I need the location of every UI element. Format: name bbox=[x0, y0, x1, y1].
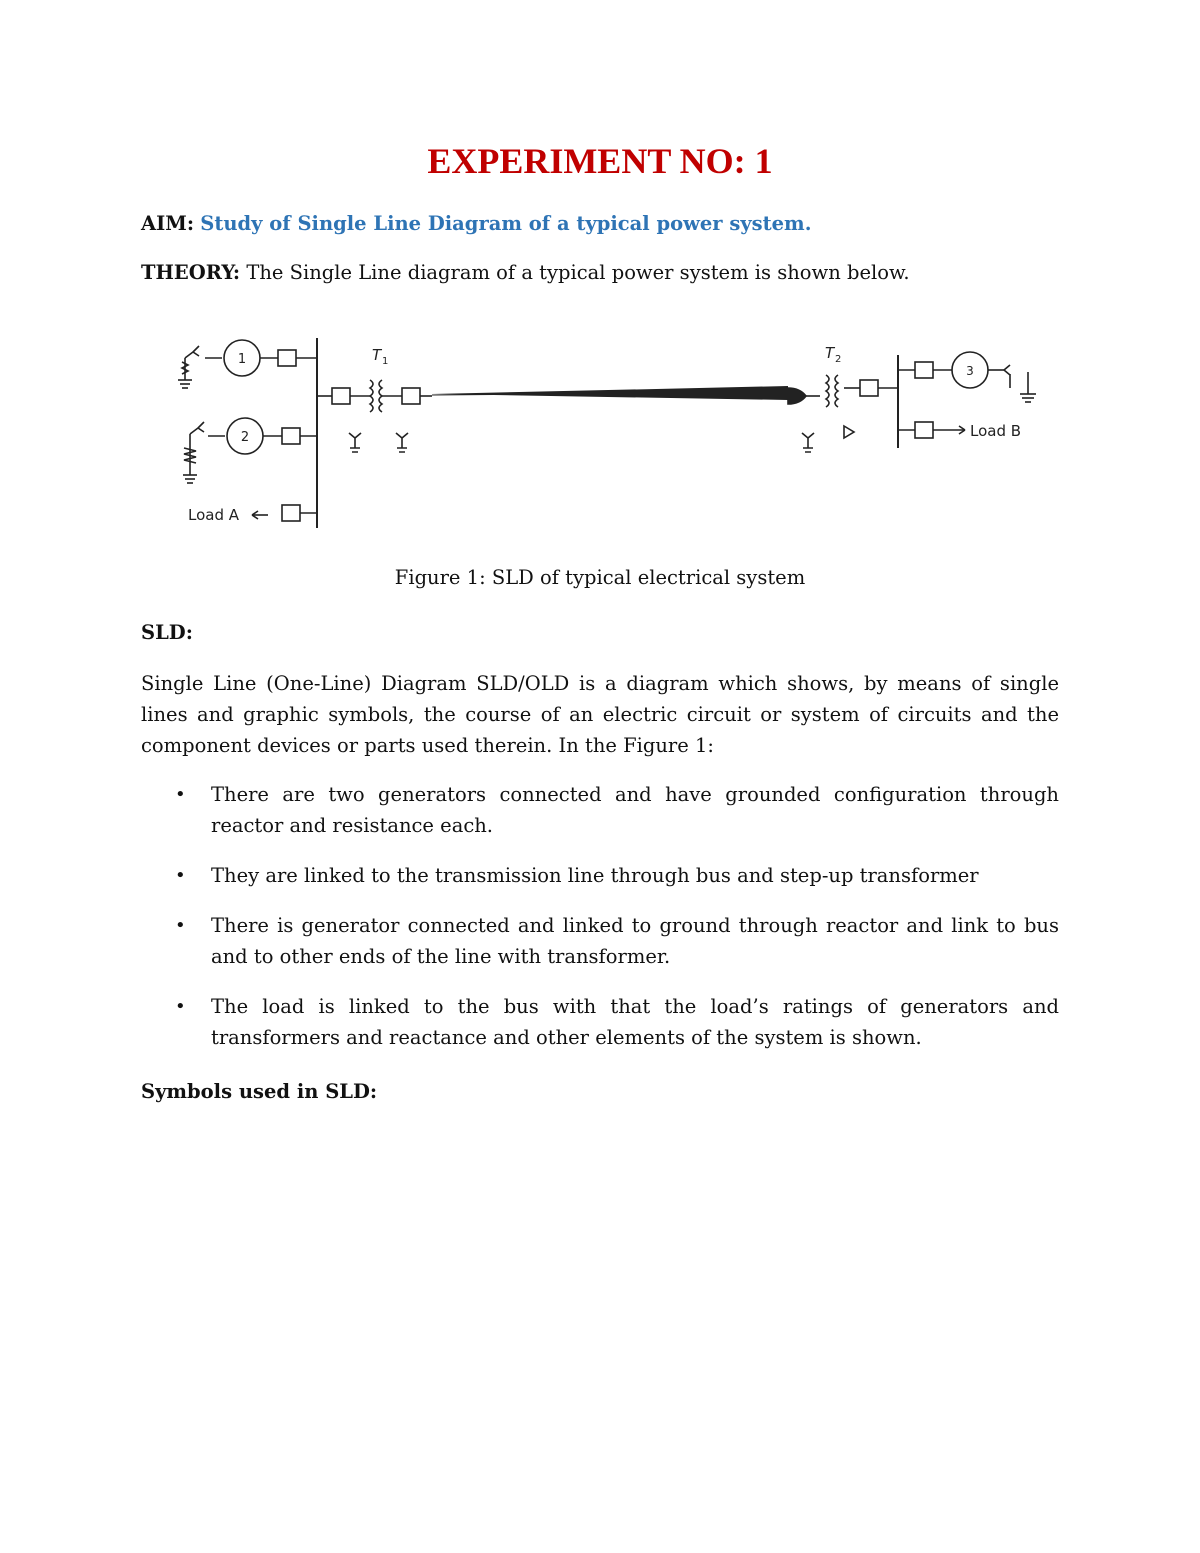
bullet-list bbox=[141, 779, 1059, 1072]
list-item: • They are linked to the transmission line through bus and step-up transformer bbox=[141, 860, 1059, 891]
load-b bbox=[898, 422, 1021, 440]
list-item: • There is generator connected and linked to ground through reactor and link to bus and to other ends of the line with transformer. bbox=[141, 910, 1059, 972]
bullet-icon: • bbox=[175, 865, 186, 886]
load-a bbox=[188, 505, 317, 524]
load-b-label: Load B bbox=[970, 422, 1022, 440]
list-item: • There are two generators connected and have grounded configuration through reactor and resistance each. bbox=[141, 779, 1059, 841]
sld-figure bbox=[170, 330, 1050, 550]
transformer-t2 bbox=[788, 344, 898, 452]
t1-sub: 1 bbox=[382, 356, 389, 367]
gen-3-label: 3 bbox=[966, 364, 974, 378]
aim-text: Study of Single Line Diagram of a typical power system. bbox=[200, 212, 812, 235]
aim-line bbox=[141, 208, 1059, 239]
page-title: EXPERIMENT NO: 1 bbox=[427, 141, 773, 181]
theory-text: The Single Line diagram of a typical power system is shown below. bbox=[246, 261, 910, 284]
load-a-label: Load A bbox=[188, 506, 240, 524]
sld-paragraph: Single Line (One-Line) Diagram SLD/OLD is a diagram which shows, by means of single lines and graphic symbols, the course of an electric circuit or system of circuits and the component devices or parts used therein. In the Figure 1: bbox=[141, 672, 1059, 757]
generator-2 bbox=[183, 418, 317, 483]
bullet-icon: • bbox=[175, 996, 186, 1017]
gen-1-label: 1 bbox=[237, 352, 247, 367]
symbols-heading: Symbols used in SLD: bbox=[141, 1080, 378, 1103]
aim-label: AIM: bbox=[141, 212, 195, 235]
sld-heading: SLD: bbox=[141, 621, 193, 644]
t1-label: T bbox=[372, 346, 382, 364]
theory-line bbox=[141, 257, 1059, 288]
transformer-t1 bbox=[317, 346, 432, 452]
list-item: • The load is linked to the bus with that the load’s ratings of generators and transformers and reactance and other elements of the system is shown. bbox=[141, 991, 1059, 1053]
t2-sub: 2 bbox=[835, 354, 842, 365]
generator-1 bbox=[178, 340, 317, 388]
bullet-icon: • bbox=[175, 915, 186, 936]
bullet-icon: • bbox=[175, 784, 186, 805]
figure-caption: Figure 1: SLD of typical electrical system bbox=[394, 566, 806, 589]
t2-label: T bbox=[825, 344, 835, 362]
theory-label: THEORY: bbox=[141, 261, 241, 284]
gen-2-label: 2 bbox=[240, 430, 250, 445]
generator-3 bbox=[898, 352, 1036, 402]
